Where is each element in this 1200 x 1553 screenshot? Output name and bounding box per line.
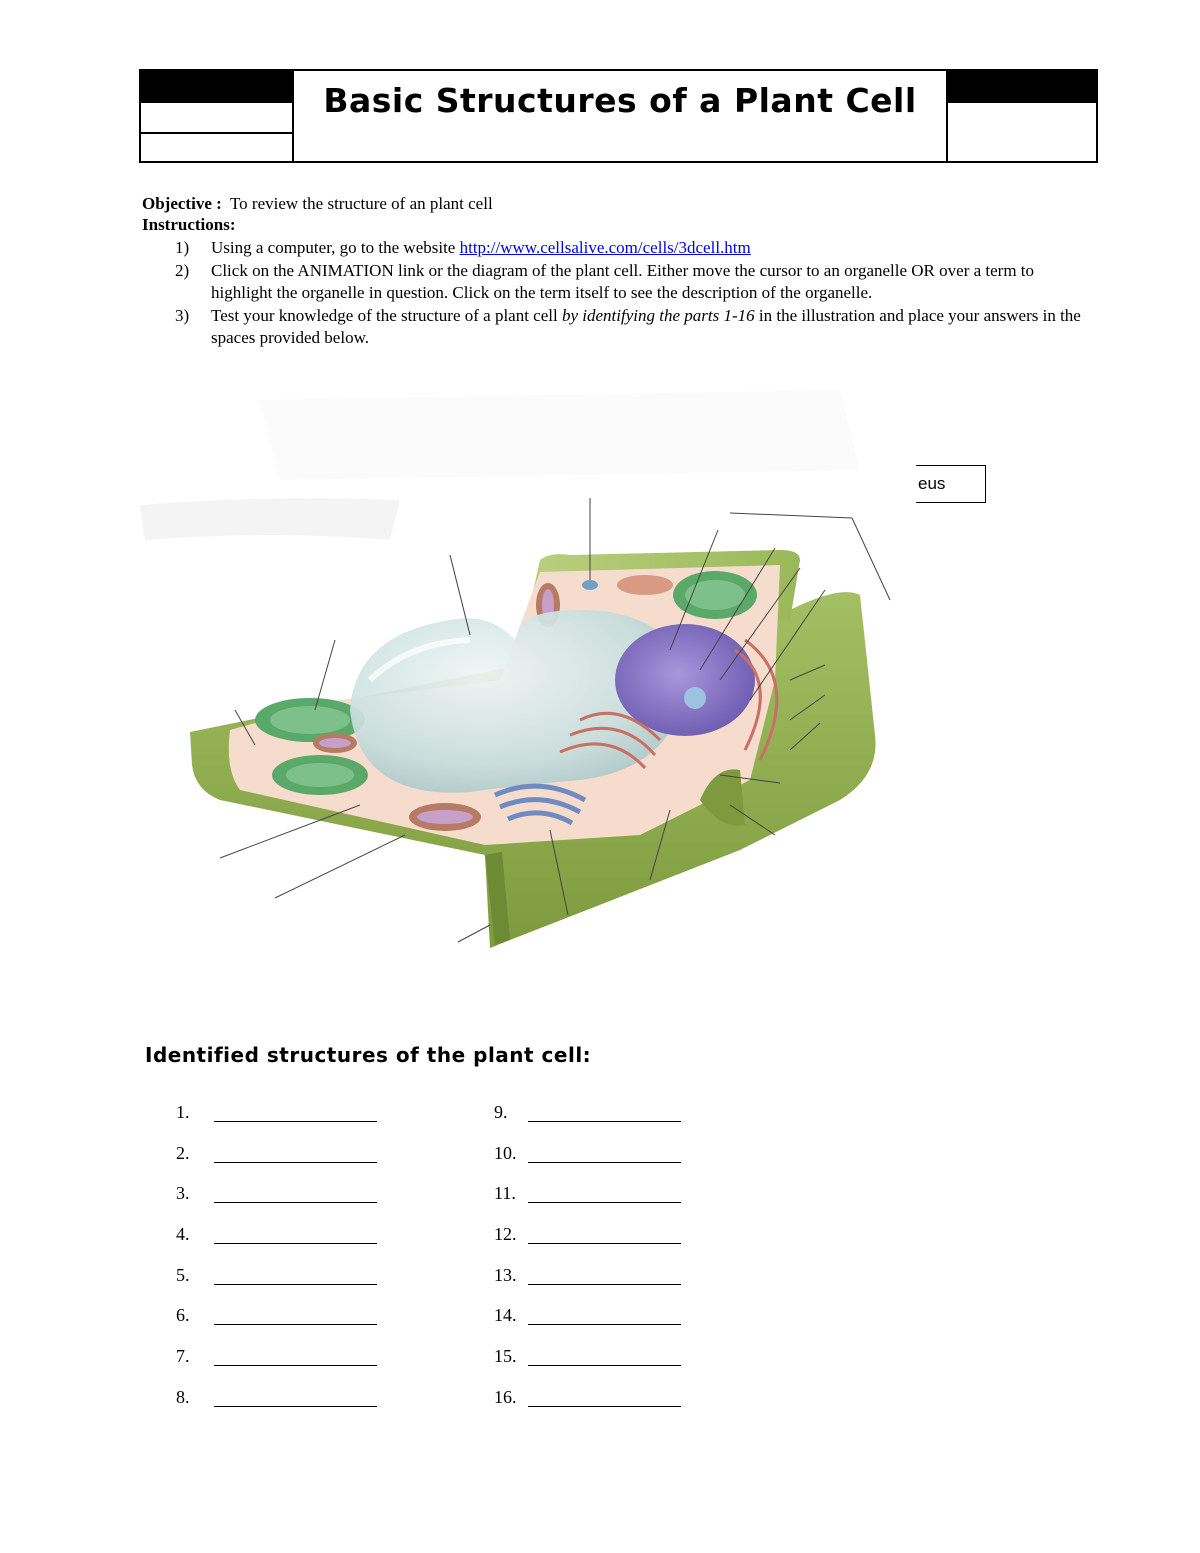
answer-blank[interactable] bbox=[214, 1143, 377, 1163]
answer-blank[interactable] bbox=[528, 1346, 681, 1366]
answer-row bbox=[176, 1224, 377, 1265]
answer-number: 1. bbox=[176, 1102, 190, 1122]
answer-blank[interactable] bbox=[528, 1143, 681, 1163]
answer-row bbox=[176, 1305, 377, 1346]
answer-number: 13. bbox=[494, 1264, 517, 1285]
vesicle bbox=[582, 580, 598, 590]
answer-row bbox=[176, 1265, 377, 1306]
answer-number: 5. bbox=[176, 1264, 190, 1285]
answer-blank[interactable] bbox=[214, 1265, 377, 1285]
instruction-list bbox=[175, 237, 1095, 350]
answer-blank[interactable] bbox=[528, 1265, 681, 1285]
answer-number: 10. bbox=[494, 1142, 517, 1163]
bg-smudge bbox=[140, 498, 400, 540]
peroxisome bbox=[617, 575, 673, 595]
answer-row bbox=[176, 1102, 377, 1143]
header-left-bar bbox=[141, 71, 292, 103]
answer-row bbox=[494, 1102, 681, 1143]
step-text: Click on the ANIMATION link or the diagram of the plant cell. Either move the cursor to an organelle OR over a term to highlight the organelle in question. Click on the term itself to see the description of the organelle. bbox=[211, 260, 1035, 302]
step-text: Using a computer, go to the website bbox=[211, 238, 460, 257]
instruction-step-1 bbox=[175, 237, 1095, 260]
answer-blank[interactable] bbox=[214, 1183, 377, 1203]
step-number: 2) bbox=[175, 260, 190, 280]
answer-number: 8. bbox=[176, 1386, 190, 1407]
bg-smudge bbox=[260, 390, 860, 480]
answer-row bbox=[176, 1143, 377, 1184]
answer-number: 2. bbox=[176, 1142, 190, 1163]
objective-text: To review the structure of an plant cell bbox=[229, 194, 493, 213]
chloroplast bbox=[272, 755, 368, 795]
answer-number: 7. bbox=[176, 1346, 190, 1367]
objective bbox=[142, 193, 493, 215]
mitochondrion bbox=[313, 733, 357, 753]
answer-number: 15. bbox=[494, 1346, 517, 1367]
answer-row bbox=[176, 1387, 377, 1428]
answer-number: 9. bbox=[494, 1102, 508, 1122]
diagram-label-box: eus bbox=[916, 465, 986, 503]
header-box bbox=[139, 69, 1098, 163]
answer-blank[interactable] bbox=[528, 1183, 681, 1203]
answer-row bbox=[494, 1224, 681, 1265]
answer-row bbox=[494, 1265, 681, 1306]
page-title: Basic Structures of a Plant Cell bbox=[323, 81, 917, 120]
answer-number: 16. bbox=[494, 1386, 517, 1407]
answer-blank[interactable] bbox=[528, 1102, 681, 1122]
answer-number: 6. bbox=[176, 1305, 190, 1326]
plant-cell-diagram bbox=[140, 380, 920, 960]
answer-blank[interactable] bbox=[528, 1387, 681, 1407]
step-text-end: in the illustration and place your answers in the spaces provided below. bbox=[211, 305, 1081, 347]
answer-blank[interactable] bbox=[528, 1305, 681, 1325]
header-right-bar bbox=[948, 71, 1098, 103]
identified-heading: Identified structures of the plant cell: bbox=[145, 1043, 592, 1067]
mitochondrion bbox=[409, 803, 481, 831]
answer-row bbox=[176, 1183, 377, 1224]
instruction-step-2 bbox=[175, 260, 1095, 305]
nucleus bbox=[615, 624, 755, 736]
header-left-line bbox=[141, 132, 294, 134]
step-number: 1) bbox=[175, 238, 190, 257]
answer-blank[interactable] bbox=[528, 1224, 681, 1244]
answer-number: 4. bbox=[176, 1224, 190, 1245]
answers-left-column bbox=[176, 1102, 377, 1428]
answer-row bbox=[494, 1305, 681, 1346]
answer-blank[interactable] bbox=[214, 1224, 377, 1244]
answer-row bbox=[176, 1346, 377, 1387]
website-link[interactable]: http://www.cellsalive.com/cells/3dcell.htm bbox=[459, 238, 751, 257]
answer-blank[interactable] bbox=[214, 1346, 377, 1366]
step-emphasis: by identifying the parts 1-16 bbox=[561, 305, 755, 325]
step-text: Test your knowledge of the structure of a plant cell bbox=[211, 305, 562, 325]
objective-label: Objective : bbox=[142, 194, 222, 213]
answer-blank[interactable] bbox=[214, 1387, 377, 1407]
answer-number: 14. bbox=[494, 1305, 517, 1326]
answer-blank[interactable] bbox=[214, 1102, 377, 1122]
answer-number: 3. bbox=[176, 1183, 190, 1204]
answer-row bbox=[494, 1183, 681, 1224]
answer-blank[interactable] bbox=[214, 1305, 377, 1325]
instructions-heading: Instructions: bbox=[142, 215, 236, 234]
instruction-step-3 bbox=[175, 305, 1095, 350]
answer-row bbox=[494, 1346, 681, 1387]
step-number: 3) bbox=[175, 305, 190, 325]
answer-row bbox=[494, 1143, 681, 1184]
answer-row bbox=[494, 1387, 681, 1428]
answer-number: 12. bbox=[494, 1224, 517, 1245]
answers-right-column bbox=[494, 1102, 681, 1428]
answer-number: 11. bbox=[494, 1183, 516, 1204]
